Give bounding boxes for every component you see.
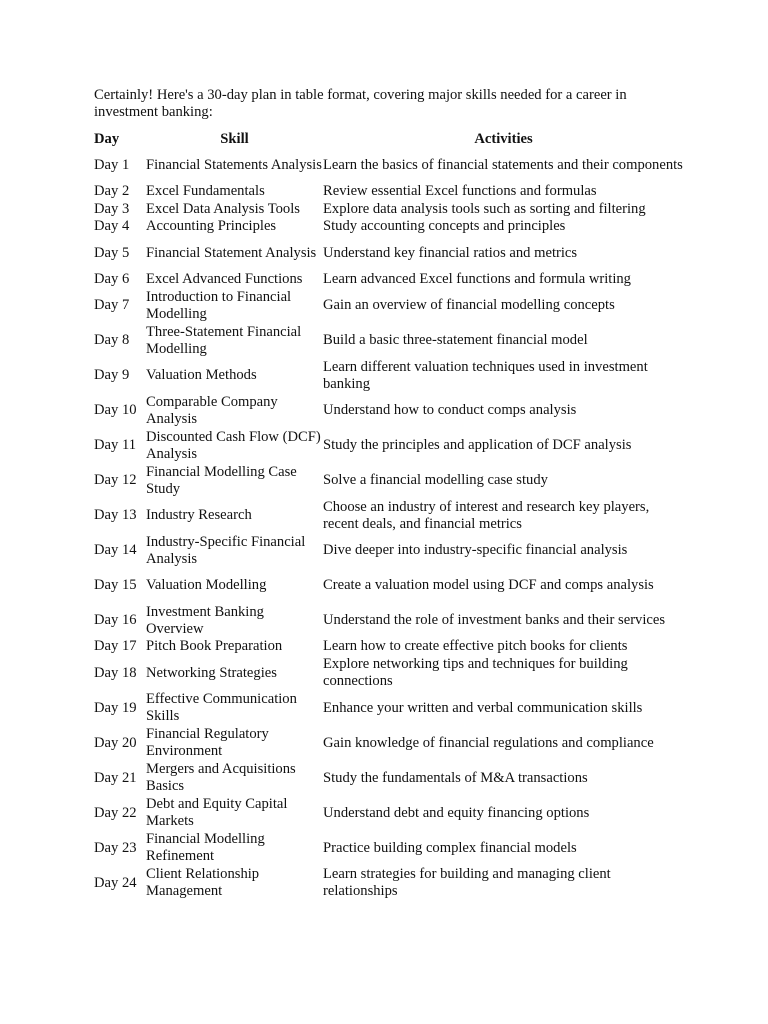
activity-cell: Study the principles and application of DCF analysis: [323, 437, 632, 453]
table-row: [94, 236, 684, 271]
table-row: [94, 148, 684, 183]
table-row: [94, 831, 684, 866]
table-row: [94, 533, 684, 568]
table-row: [94, 568, 684, 603]
table-row: [94, 498, 684, 533]
table-row: [94, 428, 684, 463]
day-cell: Day 8: [94, 332, 130, 348]
activity-cell: Understand key financial ratios and metrics: [323, 244, 578, 261]
day-cell: Day 4: [94, 218, 130, 235]
day-cell: Day 1: [94, 157, 130, 173]
skill-cell: Investment Banking Overview: [146, 603, 264, 637]
day-cell: Day 19: [94, 699, 137, 716]
skill-cell: Industry Research: [146, 507, 252, 523]
skill-cell: Valuation Methods: [146, 367, 257, 383]
table-row: [94, 726, 684, 761]
activity-cell: Build a basic three-statement financial model: [323, 332, 588, 348]
activity-cell: Learn strategies for building and managing client relationships: [323, 866, 611, 899]
day-cell: Day 9: [94, 367, 130, 383]
header-activities: Activities: [474, 131, 533, 147]
day-cell: Day 13: [94, 507, 137, 523]
day-cell: Day 14: [94, 542, 137, 558]
table-header-row: [94, 129, 684, 148]
activity-cell: Study the fundamentals of M&A transactions: [323, 769, 588, 786]
activity-cell: Understand the role of investment banks and their services: [323, 612, 666, 628]
skill-cell: Comparable Company Analysis: [146, 393, 278, 427]
skill-cell: Industry-Specific Financial Analysis: [146, 533, 306, 567]
table-row: [94, 866, 684, 901]
activity-cell: Understand how to conduct comps analysis: [323, 402, 577, 418]
day-cell: Day 20: [94, 734, 137, 751]
table-row: [94, 323, 684, 358]
skill-cell: Financial Regulatory Environment: [146, 726, 269, 759]
activity-cell: Solve a financial modelling case study: [323, 472, 548, 488]
day-cell: Day 5: [94, 244, 130, 261]
activity-cell: Learn advanced Excel functions and formula writing: [323, 270, 631, 287]
activity-cell: Learn how to create effective pitch books for clients: [323, 638, 628, 655]
skill-cell: Effective Communication Skills: [146, 691, 297, 724]
table-row: [94, 761, 684, 796]
day-cell: Day 6: [94, 270, 130, 287]
day-cell: Day 17: [94, 638, 137, 655]
document-page: [94, 87, 684, 901]
day-cell: Day 16: [94, 612, 137, 628]
header-day: Day: [94, 131, 120, 147]
intro-paragraph: Certainly! Here's a 30-day plan in table format, covering major skills needed for a career in investment banking:: [94, 87, 627, 120]
day-cell: Day 2: [94, 183, 130, 200]
activity-cell: Understand debt and equity financing options: [323, 804, 590, 821]
day-cell: Day 15: [94, 577, 137, 593]
skill-cell: Mergers and Acquisitions Basics: [146, 761, 296, 794]
table-row: [94, 796, 684, 831]
table-row: [94, 691, 684, 726]
activity-cell: Explore data analysis tools such as sorting and filtering: [323, 200, 646, 217]
skill-cell: Three-Statement Financial Modelling: [146, 323, 302, 357]
activity-cell: Review essential Excel functions and formulas: [323, 183, 597, 200]
skill-cell: Financial Modelling Refinement: [146, 831, 265, 864]
day-cell: Day 11: [94, 437, 137, 453]
day-cell: Day 24: [94, 874, 137, 891]
skill-cell: Financial Modelling Case Study: [146, 463, 297, 497]
skill-cell: Financial Statements Analysis: [146, 157, 322, 173]
activity-cell: Enhance your written and verbal communication skills: [323, 699, 643, 716]
activity-cell: Create a valuation model using DCF and comps analysis: [323, 577, 654, 593]
table-row: [94, 288, 684, 323]
skill-cell: Pitch Book Preparation: [146, 638, 283, 655]
table-row: [94, 201, 684, 219]
table-row: [94, 183, 684, 201]
skill-cell: Financial Statement Analysis: [146, 244, 317, 261]
skill-cell: Excel Advanced Functions: [146, 270, 303, 287]
day-cell: Day 7: [94, 297, 130, 313]
day-cell: Day 22: [94, 804, 137, 821]
table-row: [94, 603, 684, 638]
activity-cell: Gain an overview of financial modelling concepts: [323, 297, 615, 313]
table-row: [94, 656, 684, 691]
skill-cell: Excel Data Analysis Tools: [146, 200, 300, 217]
skill-cell: Introduction to Financial Modelling: [146, 288, 292, 322]
activity-cell: Study accounting concepts and principles: [323, 218, 566, 235]
activity-cell: Explore networking tips and techniques for building connections: [323, 656, 628, 689]
skill-cell: Accounting Principles: [146, 218, 277, 235]
table-row: [94, 271, 684, 289]
activity-cell: Practice building complex financial models: [323, 839, 577, 856]
table-row: [94, 218, 684, 236]
day-cell: Day 12: [94, 472, 137, 488]
table-row: [94, 358, 684, 393]
day-cell: Day 3: [94, 200, 130, 217]
activity-cell: Learn different valuation techniques used in investment banking: [323, 358, 648, 392]
day-cell: Day 23: [94, 839, 137, 856]
plan-table: [94, 129, 684, 901]
skill-cell: Excel Fundamentals: [146, 183, 265, 200]
skill-cell: Valuation Modelling: [146, 577, 267, 593]
skill-cell: Discounted Cash Flow (DCF) Analysis: [146, 428, 321, 462]
activity-cell: Learn the basics of financial statements and their components: [323, 157, 683, 173]
skill-cell: Client Relationship Management: [146, 866, 260, 899]
activity-cell: Dive deeper into industry-specific financial analysis: [323, 542, 628, 558]
header-skill: Skill: [220, 131, 249, 147]
day-cell: Day 18: [94, 664, 137, 681]
activity-cell: Gain knowledge of financial regulations and compliance: [323, 734, 654, 751]
table-row: [94, 463, 684, 498]
day-cell: Day 21: [94, 769, 137, 786]
skill-cell: Debt and Equity Capital Markets: [146, 796, 288, 829]
skill-cell: Networking Strategies: [146, 664, 277, 681]
table-row: [94, 393, 684, 428]
activity-cell: Choose an industry of interest and research key players, recent deals, and financial metrics: [323, 498, 650, 532]
table-row: [94, 638, 684, 656]
day-cell: Day 10: [94, 402, 137, 418]
